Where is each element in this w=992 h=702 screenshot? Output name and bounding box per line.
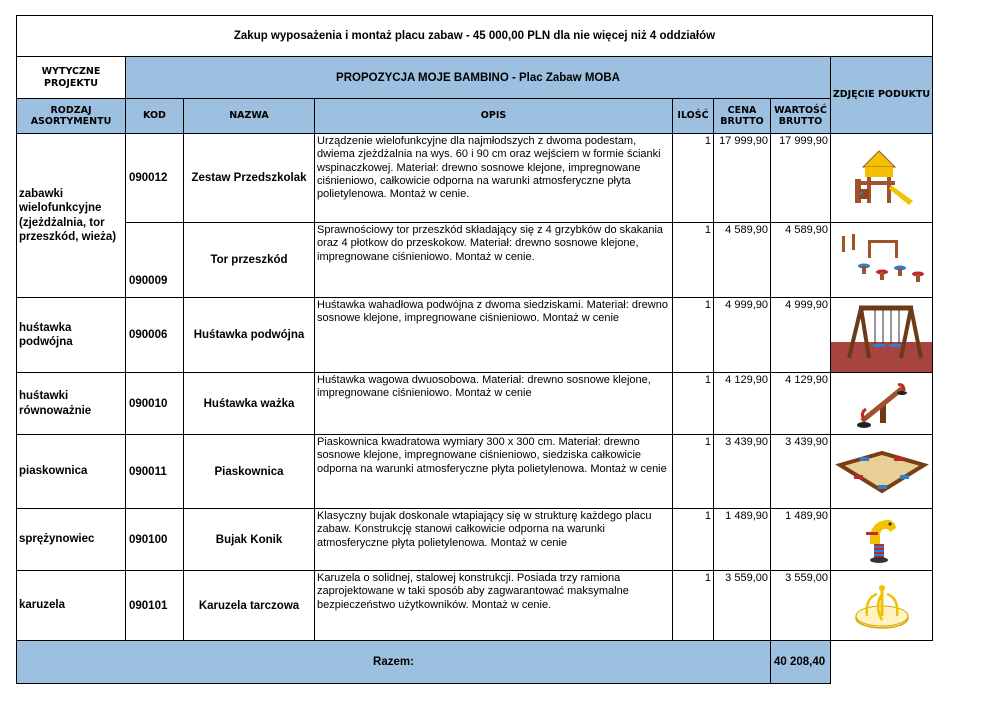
row-name: Zestaw Przedszkolak	[183, 133, 315, 223]
double-swing-icon	[831, 298, 932, 372]
row-value: 4 999,90	[770, 297, 831, 373]
row-description: Piaskownica kwadratowa wymiary 300 x 300 cm. Materiał: drewno sosnowe klejone, impregnowane ciśnieniowo, siedziska całkowicie odporna na warunki atmosferyczne płyta polietylenowa. Montaż w cenie	[314, 434, 673, 509]
playset-tower-icon	[847, 143, 917, 213]
row-qty: 1	[672, 372, 714, 435]
row-code: 090009	[125, 222, 184, 298]
row-name: Bujak Konik	[183, 508, 315, 571]
row-code: 090012	[125, 133, 184, 223]
row-qty: 1	[672, 297, 714, 373]
total-value: 40 208,40	[770, 640, 831, 684]
price-header: CENA BRUTTO	[713, 98, 771, 134]
row-qty: 1	[672, 222, 714, 298]
proposal-header: PROPOZYCJA MOJE BAMBINO - Plac Zabaw MOBA	[125, 56, 831, 99]
category-header: RODZAJ ASORTYMENTU	[16, 98, 126, 134]
row-price: 4 589,90	[713, 222, 771, 298]
row-name: Huśtawka ważka	[183, 372, 315, 435]
category-seesaw: huśtawki równoważnie	[16, 372, 126, 435]
row-description: Huśtawka wahadłowa podwójna z dwoma siedziskami. Materiał: drewno sosnowe klejone, impregnowane ciśnieniowo. Montaż w cenie	[314, 297, 673, 373]
spring-horse-icon	[852, 512, 912, 568]
row-code: 090006	[125, 297, 184, 373]
row-price: 1 489,90	[713, 508, 771, 571]
row-description: Klasyczny bujak doskonale wtapiający się w strukturę każdego placu zabaw. Konstrukcję stanowi całkowicie odporna na warunki atmosferyczne płyta polietylenowa. Montaż w cenie	[314, 508, 673, 571]
row-qty: 1	[672, 570, 714, 641]
table-title: Zakup wyposażenia i montaż placu zabaw - 45 000,00 PLN dla nie więcej niż 4 oddziałów	[16, 15, 933, 57]
row-price: 4 999,90	[713, 297, 771, 373]
row-value: 4 129,90	[770, 372, 831, 435]
row-code: 090010	[125, 372, 184, 435]
row-name: Tor przeszkód	[183, 222, 315, 298]
obstacle-course-icon	[834, 230, 930, 290]
row-price: 17 999,90	[713, 133, 771, 223]
product-photo	[830, 297, 933, 373]
category-spring-rider: sprężynowiec	[16, 508, 126, 571]
seesaw-icon	[852, 375, 912, 433]
sandbox-icon	[834, 447, 930, 497]
photo-header: ZDJĘCIE PODUKTU	[830, 56, 933, 134]
row-qty: 1	[672, 508, 714, 571]
name-header: NAZWA	[183, 98, 315, 134]
row-name: Huśtawka podwójna	[183, 297, 315, 373]
row-price: 3 559,00	[713, 570, 771, 641]
category-double-swing: huśtawka podwójna	[16, 297, 126, 373]
product-photo	[830, 372, 933, 435]
row-description: Urządzenie wielofunkcyjne dla najmłodszych z dwoma podestam, dwiema zjeżdżalnia na wys. 60 i 90 cm oraz wejściem w formie ścianki wspinaczkowej. Materiał: drewno sosnowe klejone, impregnowane ciśnieniowo, całkowicie odporna na warunki atmosferyczne płyta polietylenowa. Montaż w cenie.	[314, 133, 673, 223]
carousel-icon	[847, 576, 917, 636]
row-name: Karuzela tarczowa	[183, 570, 315, 641]
row-description: Huśtawka wagowa dwuosobowa. Materiał: drewno sosnowe klejone, impregnowane ciśnieniowo. Montaż w cenie	[314, 372, 673, 435]
row-qty: 1	[672, 434, 714, 509]
row-description: Karuzela o solidnej, stalowej konstrukcji. Posiada trzy ramiona zaprojektowane w taki sposób aby zagwarantować maksymalne bezpieczeństwo użytkowników. Montaż w cenie.	[314, 570, 673, 641]
row-price: 4 129,90	[713, 372, 771, 435]
row-value: 3 439,90	[770, 434, 831, 509]
row-value: 3 559,00	[770, 570, 831, 641]
qty-header: ILOŚĆ	[672, 98, 714, 134]
row-value: 4 589,90	[770, 222, 831, 298]
row-code: 090101	[125, 570, 184, 641]
category-sandbox: piaskownica	[16, 434, 126, 509]
product-photo	[830, 508, 933, 571]
guidelines-header: WYTYCZNE PROJEKTU	[16, 56, 126, 99]
value-header: WARTOŚĆ BRUTTO	[770, 98, 831, 134]
product-photo	[830, 434, 933, 509]
row-value: 1 489,90	[770, 508, 831, 571]
row-qty: 1	[672, 133, 714, 223]
product-photo	[830, 570, 933, 641]
category-carousel: karuzela	[16, 570, 126, 641]
category-multifunction: zabawki wielofunkcyjne (zjeżdżalnia, tor przeszkód, wieża)	[16, 133, 126, 298]
description-header: OPIS	[314, 98, 673, 134]
row-price: 3 439,90	[713, 434, 771, 509]
row-description: Sprawnościowy tor przeszkód składający się z 4 grzybków do skakania oraz 4 płotkow do przeskokow. Materiał: drewno sosnowe klejone, impregnowane ciśnieniowo. Montaż w cenie.	[314, 222, 673, 298]
row-code: 090100	[125, 508, 184, 571]
total-label: Razem:	[16, 640, 771, 684]
product-photo	[830, 222, 933, 298]
product-photo	[830, 133, 933, 223]
row-value: 17 999,90	[770, 133, 831, 223]
row-code: 090011	[125, 434, 184, 509]
row-name: Piaskownica	[183, 434, 315, 509]
code-header: KOD	[125, 98, 184, 134]
